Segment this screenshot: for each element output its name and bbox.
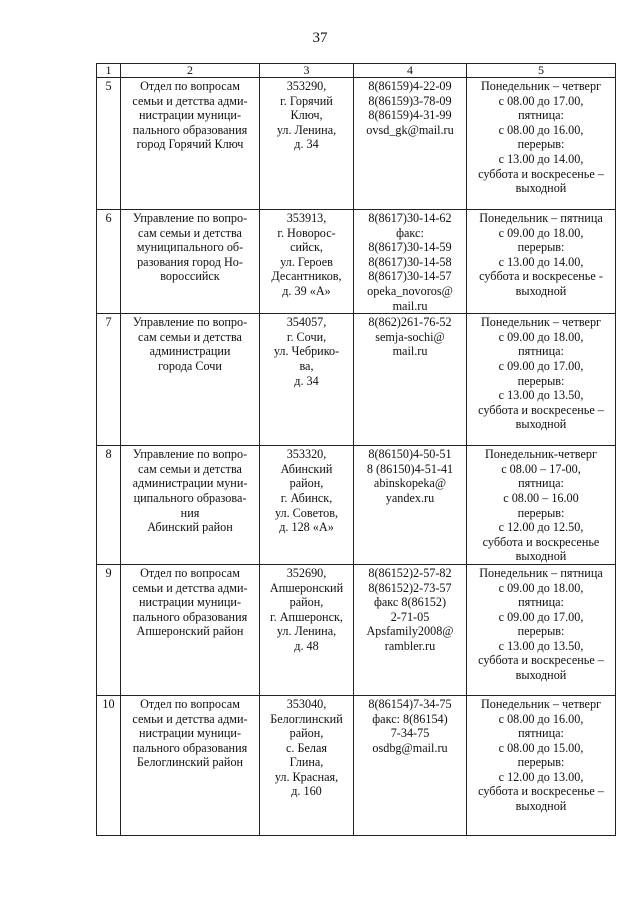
contacts-line: 8(86154)7-34-75 bbox=[368, 696, 452, 711]
schedule-line: с 13.00 до 13.50, bbox=[498, 388, 584, 403]
schedule-line: с 08.00 – 16.00 bbox=[503, 490, 579, 505]
contacts-line: semja-sochi@ bbox=[375, 329, 445, 344]
contacts-cell bbox=[354, 78, 467, 210]
table-row bbox=[97, 564, 616, 695]
schedule-line: перерыв: bbox=[517, 505, 565, 520]
contacts-cell bbox=[354, 564, 467, 695]
address-line: г. Новорос- bbox=[277, 225, 336, 240]
address-line: ул. Ленина, bbox=[276, 122, 337, 137]
address-line: Абинский bbox=[280, 461, 333, 476]
schedule-line: пятница: bbox=[518, 476, 564, 491]
organization-name-line: город Горячий Ключ bbox=[136, 137, 244, 152]
address-line: д. 34 bbox=[294, 137, 319, 152]
address-line: д. 128 «А» bbox=[279, 520, 334, 535]
header-cell: 1 bbox=[97, 64, 121, 78]
contacts-line: 8(8617)30-14-57 bbox=[368, 269, 452, 284]
schedule-line: перерыв: bbox=[517, 755, 565, 770]
address-line: сийск, bbox=[290, 240, 323, 255]
schedule-cell bbox=[467, 695, 616, 835]
contacts-line: 8(8617)30-14-58 bbox=[368, 254, 452, 269]
schedule-line: с 13.00 до 14.00, bbox=[498, 151, 584, 166]
schedule-line: суббота и воскресенье – bbox=[478, 784, 604, 799]
contacts-line: 8(86150)4-50-51 bbox=[368, 447, 452, 462]
organization-name-line: города Сочи bbox=[158, 358, 222, 373]
schedule-line: с 09.00 до 18.00, bbox=[498, 329, 584, 344]
address-line: д. 39 «А» bbox=[282, 283, 331, 298]
schedule-line: пятница: bbox=[518, 108, 564, 123]
contacts-line: mail.ru bbox=[392, 298, 428, 313]
address-line: Глина, bbox=[289, 755, 324, 770]
schedule-line: выходной bbox=[515, 668, 567, 683]
address-line: район, bbox=[289, 476, 324, 491]
address-cell bbox=[260, 314, 354, 446]
contacts-line: 8(8617)30-14-62 bbox=[368, 211, 452, 225]
contacts-line: rambler.ru bbox=[384, 638, 436, 653]
address-line: 353040, bbox=[286, 696, 327, 711]
schedule-line: с 09.00 до 17.00, bbox=[498, 358, 584, 373]
contacts-line: 8(86159)4-22-09 bbox=[368, 79, 452, 93]
schedule-cell bbox=[467, 314, 616, 446]
contacts-line: факс: 8(86154) bbox=[372, 711, 448, 726]
organization-name-line: Отдел по вопросам bbox=[140, 696, 240, 711]
organization-name-line: Отдел по вопросам bbox=[140, 565, 240, 580]
header-cell: 5 bbox=[467, 64, 616, 78]
row-number-cell: 8 bbox=[97, 446, 121, 565]
address-cell bbox=[260, 210, 354, 314]
schedule-line: суббота и воскресенье – bbox=[478, 653, 604, 668]
address-line: 352690, bbox=[286, 565, 327, 580]
contacts-line: ovsd_gk@mail.ru bbox=[366, 122, 454, 137]
schedule-line: с 08.00 до 15.00, bbox=[498, 740, 584, 755]
organization-name-line: Управление по вопро- bbox=[132, 447, 248, 462]
schedule-line: с 09.00 до 18.00, bbox=[498, 580, 584, 595]
organization-name-cell bbox=[121, 695, 260, 835]
organization-name-line: нистрации муници- bbox=[139, 726, 241, 741]
services-table bbox=[96, 63, 616, 836]
organization-name-line: пального образования bbox=[132, 122, 248, 137]
schedule-line: пятница: bbox=[518, 595, 564, 610]
schedule-line: пятница: bbox=[518, 726, 564, 741]
contacts-line: 8(86159)4-31-99 bbox=[368, 108, 452, 123]
row-number-cell: 6 bbox=[97, 210, 121, 314]
schedule-line: суббота и воскресенье – bbox=[478, 402, 604, 417]
contacts-line: факс 8(86152) bbox=[373, 595, 447, 610]
contacts-cell bbox=[354, 314, 467, 446]
table-row bbox=[97, 314, 616, 446]
organization-name-line: сам семьи и детства bbox=[138, 329, 242, 344]
schedule-line: с 08.00 до 17.00, bbox=[498, 93, 584, 108]
schedule-line: перерыв: bbox=[517, 624, 565, 639]
schedule-cell bbox=[467, 446, 616, 565]
address-line: 353320, bbox=[286, 447, 327, 462]
organization-name-line: муниципального об- bbox=[136, 240, 244, 255]
organization-name-line: Белоглинский район bbox=[136, 755, 244, 770]
organization-name-cell bbox=[121, 210, 260, 314]
contacts-line: opeka_novoros@ bbox=[367, 283, 453, 298]
contacts-line: 7-34-75 bbox=[390, 726, 430, 741]
row-number-cell: 5 bbox=[97, 78, 121, 210]
row-number-cell: 10 bbox=[97, 695, 121, 835]
address-line: г. Сочи, bbox=[286, 329, 327, 344]
schedule-line: с 08.00 – 17-00, bbox=[501, 461, 581, 476]
schedule-line: Понедельник – четверг bbox=[480, 79, 602, 93]
schedule-cell bbox=[467, 78, 616, 210]
contacts-line: osdbg@mail.ru bbox=[372, 740, 448, 755]
schedule-line: с 12.00 до 12.50, bbox=[498, 520, 584, 535]
schedule-line: с 08.00 до 16.00, bbox=[498, 122, 584, 137]
contacts-line: факс: bbox=[396, 225, 424, 240]
schedule-line: с 13.00 до 13.50, bbox=[498, 638, 584, 653]
table-row bbox=[97, 446, 616, 565]
address-line: район, bbox=[289, 726, 324, 741]
schedule-line: суббота и воскресенье – bbox=[478, 166, 604, 181]
address-line: ул. Красная, bbox=[274, 769, 339, 784]
table-row bbox=[97, 78, 616, 210]
organization-name-line: разования город Но- bbox=[137, 254, 243, 269]
table-row bbox=[97, 210, 616, 314]
schedule-line: перерыв: bbox=[517, 240, 565, 255]
contacts-cell bbox=[354, 695, 467, 835]
address-line: 354057, bbox=[286, 315, 327, 330]
schedule-line: с 13.00 до 14.00, bbox=[498, 254, 584, 269]
address-line: д. 34 bbox=[294, 373, 319, 388]
organization-name-line: семьи и детства адми- bbox=[132, 580, 248, 595]
contacts-line: 8(862)261-76-52 bbox=[368, 315, 452, 330]
organization-name-line: ципального образова- bbox=[133, 490, 247, 505]
address-line: Десантников, bbox=[271, 269, 342, 284]
organization-name-cell bbox=[121, 78, 260, 210]
header-cell: 4 bbox=[354, 64, 467, 78]
schedule-line: выходной bbox=[515, 417, 567, 432]
schedule-line: выходной bbox=[515, 799, 567, 814]
organization-name-line: вороссийск bbox=[160, 269, 220, 284]
schedule-line: Понедельник – четверг bbox=[480, 696, 602, 711]
address-line: г. Апшеронск, bbox=[270, 609, 343, 624]
address-line: г. Абинск, bbox=[280, 490, 333, 505]
organization-name-line: сам семьи и детства bbox=[138, 461, 242, 476]
organization-name-line: пального образования bbox=[132, 740, 248, 755]
organization-name-cell bbox=[121, 564, 260, 695]
schedule-line: пятница: bbox=[518, 344, 564, 359]
schedule-line: суббота и воскресенье bbox=[482, 534, 600, 549]
schedule-line: с 12.00 до 13.00, bbox=[498, 769, 584, 784]
organization-name-line: нистрации муници- bbox=[139, 595, 241, 610]
schedule-line: выходной bbox=[515, 549, 567, 564]
address-cell bbox=[260, 695, 354, 835]
contacts-line: Apsfamily2008@ bbox=[366, 624, 454, 639]
address-line: Ключ, bbox=[290, 108, 323, 123]
schedule-line: перерыв: bbox=[517, 137, 565, 152]
address-line: ул. Героев bbox=[280, 254, 333, 269]
address-line: ул. Ленина, bbox=[276, 624, 337, 639]
schedule-line: Понедельник-четверг bbox=[485, 447, 597, 462]
schedule-line: Понедельник – четверг bbox=[480, 315, 602, 330]
page-number: 37 bbox=[312, 30, 328, 46]
contacts-line: 2-71-05 bbox=[390, 609, 430, 624]
contacts-line: abinskopeka@ bbox=[373, 476, 447, 491]
organization-name-line: семьи и детства адми- bbox=[132, 93, 248, 108]
header-row bbox=[97, 64, 616, 78]
organization-name-line: пального образования bbox=[132, 609, 248, 624]
contacts-line: 8(86152)2-57-82 bbox=[368, 565, 452, 580]
schedule-cell bbox=[467, 564, 616, 695]
address-line: ул. Чебрико- bbox=[273, 344, 340, 359]
address-line: д. 160 bbox=[291, 784, 322, 799]
row-number-cell: 9 bbox=[97, 564, 121, 695]
organization-name-line: Апшеронский район bbox=[136, 624, 244, 639]
organization-name-line: Управление по вопро- bbox=[132, 211, 248, 225]
organization-name-line: администрации bbox=[149, 344, 231, 359]
address-line: ул. Советов, bbox=[274, 505, 339, 520]
header-cell: 3 bbox=[260, 64, 354, 78]
address-cell bbox=[260, 446, 354, 565]
schedule-line: Понедельник – пятница bbox=[479, 211, 603, 225]
contacts-cell bbox=[354, 446, 467, 565]
contacts-line: 8(86152)2-73-57 bbox=[368, 580, 452, 595]
address-cell bbox=[260, 78, 354, 210]
address-line: г. Горячий bbox=[280, 93, 333, 108]
contacts-line: 8 (86150)4-51-41 bbox=[366, 461, 454, 476]
organization-name-line: Управление по вопро- bbox=[132, 315, 248, 330]
organization-name-line: нистрации муници- bbox=[139, 108, 241, 123]
address-line: 353913, bbox=[286, 211, 327, 225]
address-line: Белоглинский bbox=[270, 711, 343, 726]
table-row bbox=[97, 695, 616, 835]
organization-name-cell bbox=[121, 446, 260, 565]
schedule-line: с 08.00 до 16.00, bbox=[498, 711, 584, 726]
address-line: 353290, bbox=[286, 79, 327, 93]
contacts-line: mail.ru bbox=[392, 344, 428, 359]
organization-name-cell bbox=[121, 314, 260, 446]
contacts-line: yandex.ru bbox=[385, 490, 435, 505]
address-line: Апшеронский bbox=[269, 580, 344, 595]
schedule-line: выходной bbox=[515, 283, 567, 298]
contacts-cell bbox=[354, 210, 467, 314]
schedule-line: выходной bbox=[515, 181, 567, 196]
contacts-line: 8(86159)3-78-09 bbox=[368, 93, 452, 108]
schedule-line: перерыв: bbox=[517, 373, 565, 388]
organization-name-line: семьи и детства адми- bbox=[132, 711, 248, 726]
address-line: ва, bbox=[299, 358, 314, 373]
address-line: район, bbox=[289, 595, 324, 610]
schedule-line: с 09.00 до 18.00, bbox=[498, 225, 584, 240]
schedule-line: Понедельник – пятница bbox=[479, 565, 603, 580]
schedule-line: с 09.00 до 17.00, bbox=[498, 609, 584, 624]
schedule-line: суббота и воскресенье - bbox=[479, 269, 603, 284]
organization-name-line: Отдел по вопросам bbox=[140, 79, 240, 93]
address-cell bbox=[260, 564, 354, 695]
address-line: д. 48 bbox=[294, 638, 319, 653]
schedule-cell bbox=[467, 210, 616, 314]
organization-name-line: сам семьи и детства bbox=[138, 225, 242, 240]
address-line: с. Белая bbox=[285, 740, 327, 755]
contacts-line: 8(8617)30-14-59 bbox=[368, 240, 452, 255]
header-cell: 2 bbox=[121, 64, 260, 78]
row-number-cell: 7 bbox=[97, 314, 121, 446]
organization-name-line: ния bbox=[180, 505, 200, 520]
organization-name-line: администрации муни- bbox=[132, 476, 248, 491]
organization-name-line: Абинский район bbox=[147, 520, 233, 535]
